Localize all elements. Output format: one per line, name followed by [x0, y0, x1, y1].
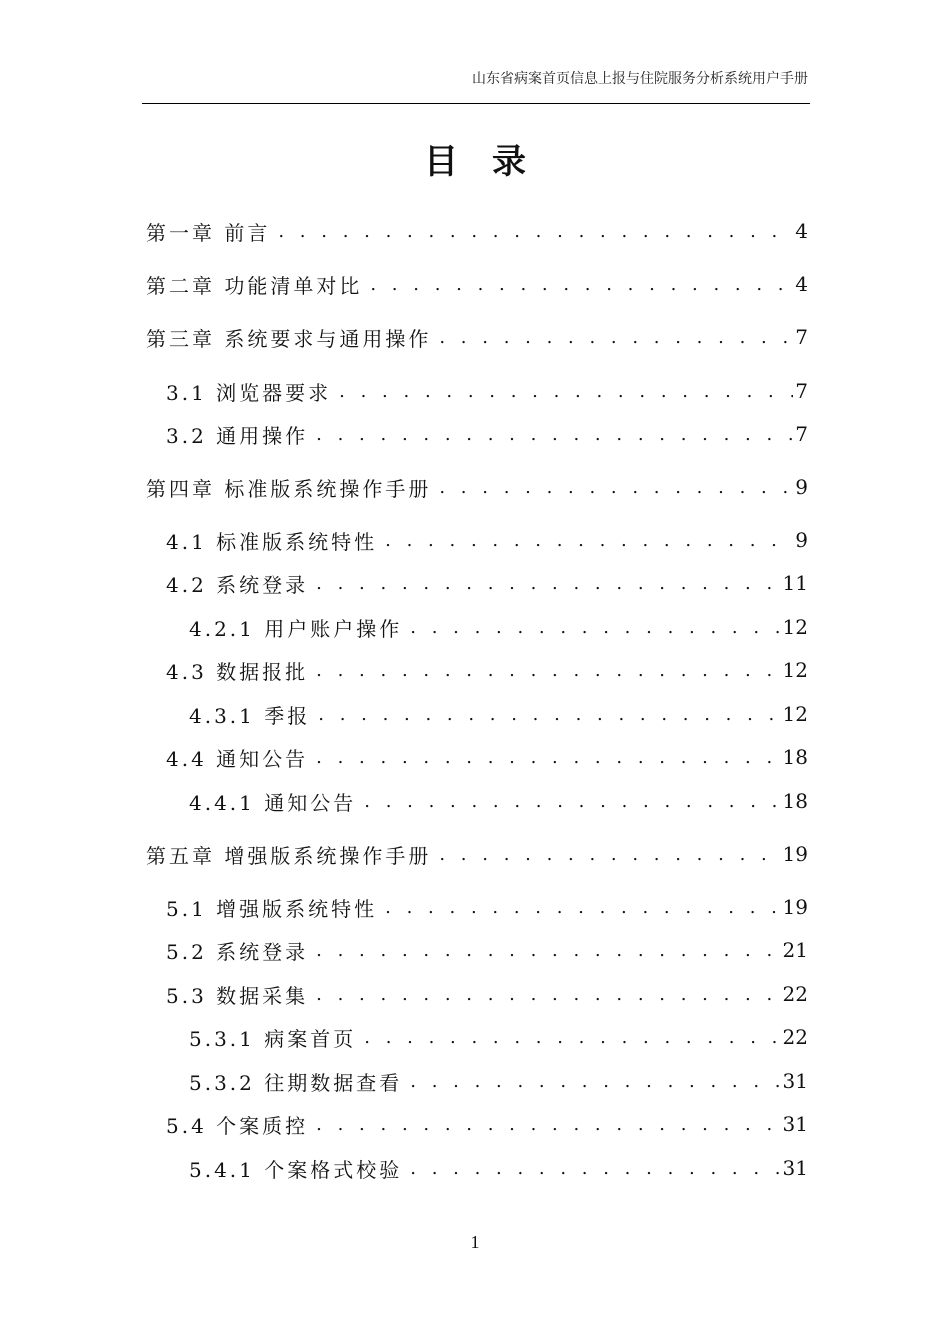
- toc-entry-label: 5.2 系统登录: [166, 939, 309, 964]
- toc-entry-page: 7: [795, 325, 808, 349]
- toc-dot-leader: [316, 1114, 780, 1135]
- toc-entry-label: 第三章 系统要求与通用操作: [146, 326, 432, 351]
- toc-entry-label: 4.1 标准版系统特性: [166, 529, 378, 554]
- toc-entry-label: 5.3.1 病案首页: [189, 1026, 357, 1051]
- toc-entry[interactable]: [146, 472, 808, 502]
- toc-entry-label: 4.3 数据报批: [166, 659, 309, 684]
- toc-heading: 目录: [424, 142, 560, 182]
- toc-entry[interactable]: [146, 892, 808, 922]
- toc-entry-page: 4: [795, 219, 808, 243]
- toc-entry[interactable]: [146, 269, 808, 299]
- toc-entry-label: 4.4 通知公告: [166, 746, 309, 771]
- toc-entry[interactable]: [146, 655, 808, 685]
- toc-entry-page: 31: [782, 1156, 808, 1180]
- toc-dot-leader: [339, 381, 793, 402]
- toc-entry-page: 31: [782, 1112, 808, 1136]
- toc-entry[interactable]: [146, 839, 808, 869]
- toc-entry-label: 4.2.1 用户账户操作: [189, 616, 403, 641]
- toc-dot-leader: [439, 327, 793, 348]
- toc-dot-leader: [316, 424, 793, 445]
- toc-entry-label: 4.2 系统登录: [166, 572, 309, 597]
- toc-entry-label: 第一章 前言: [146, 220, 271, 245]
- toc-entry-page: 9: [795, 475, 808, 499]
- toc-entry[interactable]: [146, 612, 808, 642]
- toc-dot-leader: [278, 221, 793, 242]
- toc-entry-label: 4.4.1 通知公告: [189, 790, 357, 815]
- toc-entry[interactable]: [146, 419, 808, 449]
- toc-entry-label: 第五章 增强版系统操作手册: [146, 843, 432, 868]
- header-title: 山东省病案首页信息上报与住院服务分析系统用户手册: [472, 71, 808, 87]
- toc-dot-leader: [316, 573, 780, 594]
- toc-entry[interactable]: [146, 1022, 808, 1052]
- toc-dot-leader: [316, 940, 780, 961]
- toc-entry-page: 31: [782, 1069, 808, 1093]
- toc-entry-page: 9: [795, 528, 808, 552]
- toc-entry-label: 5.3 数据采集: [166, 983, 309, 1008]
- toc-entry-label: 5.1 增强版系统特性: [166, 896, 378, 921]
- toc-entry-label: 4.3.1 季报: [189, 703, 311, 728]
- toc-dot-leader: [410, 617, 780, 638]
- toc-entry-label: 5.4.1 个案格式校验: [189, 1157, 403, 1182]
- toc-entry[interactable]: [146, 742, 808, 772]
- toc-entry-page: 22: [782, 982, 808, 1006]
- header-divider: [142, 103, 810, 104]
- toc-entry[interactable]: [146, 216, 808, 246]
- toc-entry-label: 第二章 功能清单对比: [146, 273, 363, 298]
- toc-entry-label: 5.3.2 往期数据查看: [189, 1070, 403, 1095]
- toc-entry-label: 3.2 通用操作: [166, 423, 309, 448]
- toc-entry-page: 12: [782, 702, 808, 726]
- toc-entry-page: 11: [782, 571, 808, 595]
- toc-entry-page: 21: [782, 938, 808, 962]
- toc-entry-page: 12: [782, 615, 808, 639]
- toc-entry[interactable]: [146, 525, 808, 555]
- toc-entry-page: 12: [782, 658, 808, 682]
- toc-entry-page: 19: [782, 895, 808, 919]
- toc-entry-page: 19: [782, 842, 808, 866]
- toc-entry[interactable]: [146, 1153, 808, 1183]
- toc-dot-leader: [385, 530, 793, 551]
- toc-entry[interactable]: [146, 699, 808, 729]
- toc-dot-leader: [318, 704, 780, 725]
- page-number: 1: [470, 1232, 480, 1252]
- toc-entry-page: 22: [782, 1025, 808, 1049]
- toc-entry-label: 5.4 个案质控: [166, 1113, 309, 1138]
- toc-dot-leader: [364, 1027, 780, 1048]
- toc-entry[interactable]: [146, 786, 808, 816]
- toc-dot-leader: [439, 844, 780, 865]
- toc-entry-page: 18: [782, 745, 808, 769]
- toc-entry[interactable]: [146, 979, 808, 1009]
- toc-entry-page: 4: [795, 272, 808, 296]
- toc-dot-leader: [410, 1158, 780, 1179]
- toc-entry[interactable]: [146, 935, 808, 965]
- toc-dot-leader: [364, 791, 780, 812]
- toc-entry-label: 第四章 标准版系统操作手册: [146, 476, 432, 501]
- toc-entry[interactable]: [146, 568, 808, 598]
- toc-entry[interactable]: [146, 1066, 808, 1096]
- toc-entry[interactable]: [146, 376, 808, 406]
- toc-entry-page: 18: [782, 789, 808, 813]
- toc-entry-page: 7: [795, 422, 808, 446]
- toc-dot-leader: [439, 477, 793, 498]
- toc-dot-leader: [410, 1071, 780, 1092]
- toc-dot-leader: [316, 747, 780, 768]
- toc-dot-leader: [316, 984, 780, 1005]
- toc-dot-leader: [370, 274, 793, 295]
- toc-entry[interactable]: [146, 1109, 808, 1139]
- toc-entry-label: 3.1 浏览器要求: [166, 380, 332, 405]
- toc-entry-page: 7: [795, 379, 808, 403]
- toc-dot-leader: [385, 897, 780, 918]
- toc-entry[interactable]: [146, 322, 808, 352]
- toc-dot-leader: [316, 660, 780, 681]
